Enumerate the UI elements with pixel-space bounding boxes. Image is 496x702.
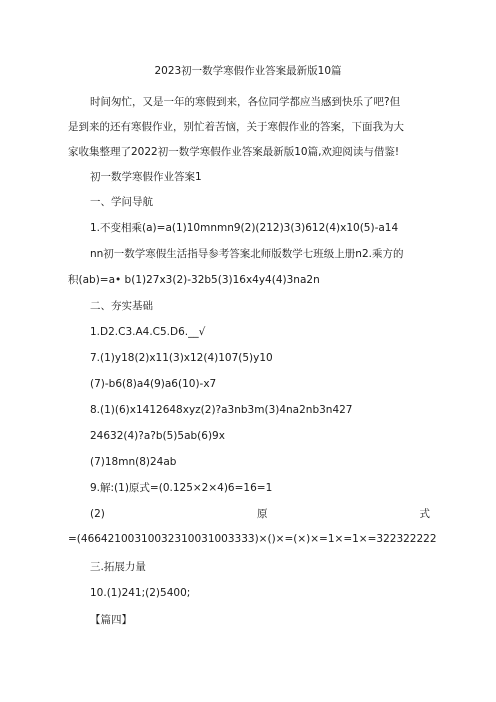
answer-line-7b: (7)-b6(8)a4(9)a6(10)-x7: [90, 378, 217, 390]
intro-line-1: 时间匆忙，又是一年的寒假到来，各位同学都应当感到快乐了吧?但: [90, 96, 401, 108]
section-heading-1: 一、学问导航: [90, 196, 153, 208]
answer-line-8a: 8.(1)(6)x1412648xyz(2)?a3nb3m(3)4na2nb3n427: [90, 404, 353, 416]
answer-line-nn2: 积(ab)=a• b(1)27x3(2)-32b5(3)16x4y4(4)3na2n: [68, 274, 320, 286]
answer-line-9a: 9.解:(1)原式=(0.125×2×4)6=16=1: [90, 482, 273, 494]
answer-line-mc: 1.D2.C3.A4.C5.D6.__√: [90, 326, 206, 338]
answer-line-q1: 1.不变相乘(a)=a(1)10mnmn9(2)(212)3(3)612(4)x10(5)-a14: [90, 222, 399, 234]
answer-line-10: 10.(1)241;(2)5400;: [90, 587, 191, 599]
next-section-heading: 【篇四】: [90, 614, 132, 626]
section-heading-2: 二、夯实基础: [90, 300, 153, 312]
answer-line-7a: 7.(1)y18(2)x11(3)x12(4)107(5)y10: [90, 352, 273, 364]
answer-line-9b-part: 式: [419, 508, 430, 520]
answer-line-9c: =(46642100310032310031003333)×()×=(×)×=1×=1×=322322222: [68, 533, 437, 545]
answer-line-8b: 24632(4)?a?b(5)5ab(6)9x: [90, 430, 225, 442]
answer-line-8c: (7)18mn(8)24ab: [90, 456, 177, 468]
answer-line-9b-part: 原: [256, 508, 268, 520]
intro-line-3: 家收集整理了2022初一数学寒假作业答案最新版10篇,欢迎阅读与借鉴!: [68, 146, 400, 158]
intro-line-2: 是到来的还有寒假作业，别忙着苦恼，关于寒假作业的答案，下面我为大: [68, 121, 404, 133]
section-heading-3: 三.拓展力量: [90, 561, 146, 573]
answer-line-9b-part: (2): [90, 508, 105, 520]
page-title: 2023初一数学寒假作业答案最新版10篇: [154, 65, 342, 77]
answer-heading: 初一数学寒假作业答案1: [90, 171, 202, 183]
answer-line-nn1: nn初一数学寒假生活指导参考答案北师版数学七班级上册n2.乘方的: [90, 248, 404, 260]
answer-line-9b: [90, 507, 430, 521]
